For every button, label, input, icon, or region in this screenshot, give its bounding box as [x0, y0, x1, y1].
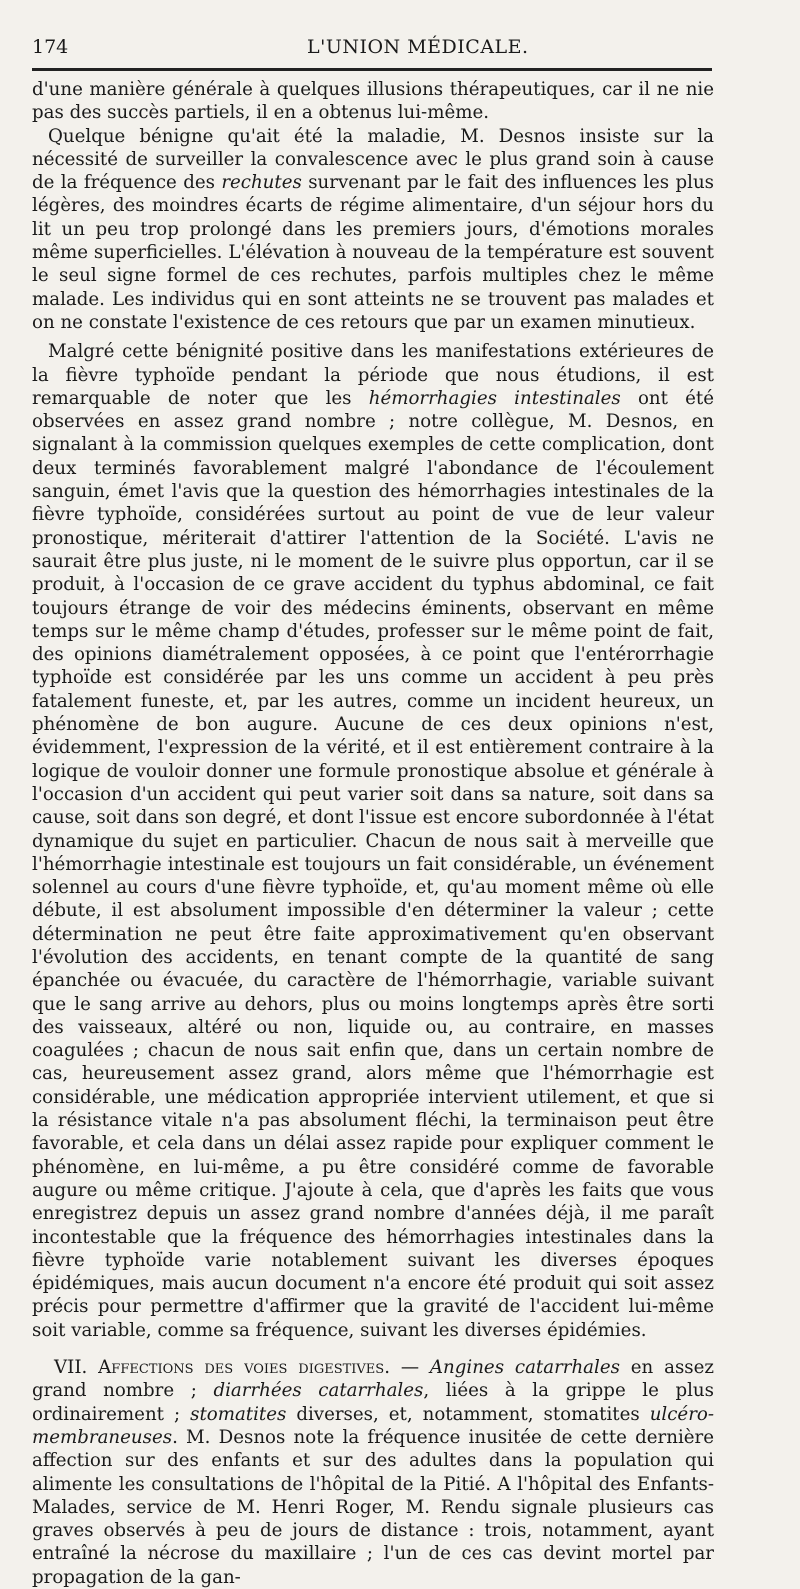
emphasis-hemorrhagies: hémorrhagies intestinales: [368, 387, 621, 409]
paragraph-2: Quelque bénigne qu'ait été la maladie, M. Desnos insiste sur la nécessité de surveiller la convalescence avec le plus grand soin à cause de la fréquence des rechutes survenant par le fait des influences les plus légères, des moindres écarts de régime alimentaire, d'un séjour hors du lit un peu trop prolongé dans les premiers jours, d'émotions morales même superficielles. L'élévation à nouveau de la température est souvent le seul signe formel de ces rechutes, parfois multiples chez le même malade. Les individus qui en sont atteints ne se trouvent pas malades et on ne constate l'existence de ces retours que par un examen minutieux.: [32, 125, 714, 333]
header-rule: [32, 68, 712, 71]
emphasis-rechutes: rechutes: [221, 172, 302, 194]
body-text: [32, 78, 714, 1589]
section-heading: Affections des voies digestives.: [98, 1357, 390, 1379]
running-title: L'UNION MÉDICALE.: [307, 36, 529, 58]
page-number: 174: [32, 36, 69, 58]
section-number: VII.: [54, 1357, 88, 1379]
page-header: [32, 30, 712, 64]
paragraph-3: Malgré cette bénignité positive dans les manifestations extérieures de la fièvre typhoïde pendant la période que nous étudions, il est remarquable de noter que les hémorrhagies intestinales ont été observées en assez grand nombre ; notre collègue, M. Desnos, en signalant à la commission quelques exemples de cette complication, dont deux terminés favorablement malgré l'abondance de l'écoulement sanguin, émet l'avis que la question des hémorrhagies intestinales de la fièvre typhoïde, considérées surtout au point de vue de leur valeur pronostique, mériterait d'attirer l'attention de la Société. L'avis ne saurait être plus juste, ni le moment de le suivre plus opportun, car il se produit, à l'occasion de ce grave accident du typhus abdominal, ce fait toujours étrange de voir des médecins éminents, observant en même temps sur le même champ d'études, professer sur le même point de fait, des opinions diamétralement opposées, à ce point que l'entérorrhagie typhoïde est considérée par les uns comme un accident à peu près fatalement funeste, et, par les autres, comme un incident heureux, un phénomène de bon augure. Aucune de ces deux opinions n'est, évidemment, l'expression de la vérité, et il est entièrement contraire à la logique de vouloir donner une formule pronostique absolue et générale à l'occasion d'un accident qui peut varier soit dans sa nature, soit dans sa cause, soit dans son degré, et dont l'issue est encore subordonnée à l'état dynamique du sujet en particulier. Chacun de nous sait à merveille que l'hémorrhagie intestinale est toujours un fait considérable, un événement solennel au cours d'une fièvre typhoïde, et, qu'au moment même où elle débute, il est absolument impossible d'en déterminer la valeur ; cette détermination ne peut être faite approximativement qu'en observant l'évolution des accidents, en tenant compte de la quantité de sang épanchée ou évacuée, du caractère de l'hémorrhagie, variable suivant que le sang arrive au dehors, plus ou moins longtemps après être sorti des vaisseaux, altéré ou non, liquide ou, au contraire, en masses coagulées ; chacun de nous sait enfin que, dans un certain nombre de cas, heureusement assez grand, alors même que l'hémorrhagie est considérable, une médication appropriée intervient utilement, et que si la résistance vitale n'a pas absolument fléchi, la terminaison peut être favorable, et cela dans un délai assez rapide pour expliquer comment le phénomène, en lui-même, a pu être considéré comme de favorable augure ou même critique. J'ajoute à cela, que d'après les faits que vous enregistrez depuis un assez grand nombre d'années déjà, il me paraît incontestable que la fréquence des hémorrhagies intestinales dans la fièvre typhoïde varie notablement suivant les diverses époques épidémiques, mais aucun document n'a encore été produit qui soit assez précis pour permettre d'affirmer que la gravité de l'accident lui-même soit variable, comme sa fréquence, suivant les diverses épidémies.: [32, 341, 714, 1341]
paragraph-1: d'une manière générale à quelques illusions thérapeutiques, car il ne nie pas des succès partiels, il en a obtenus lui-même.: [32, 79, 714, 124]
section-vii-paragraph: VII. Affections des voies digestives. — Angines catarrhales en assez grand nombre ; diarrhées catarrhales, liées à la grippe le plus ordinairement ; stomatites diverses, et, notamment, stomatites ulcéro-membraneuses. M. Desnos note la fréquence inusitée de cette dernière affection sur des enfants et sur des adultes dans la population qui alimente les consultations de l'hôpital de la Pitié. A l'hôpital des Enfants-Malades, service de M. Henri Roger, M. Rendu signale plusieurs cas graves observés à peu de jours de distance : trois, notamment, ayant entraîné la nécrose du maxillaire ; l'un de ces cas devint mortel par propagation de la gan-: [32, 1357, 714, 1588]
